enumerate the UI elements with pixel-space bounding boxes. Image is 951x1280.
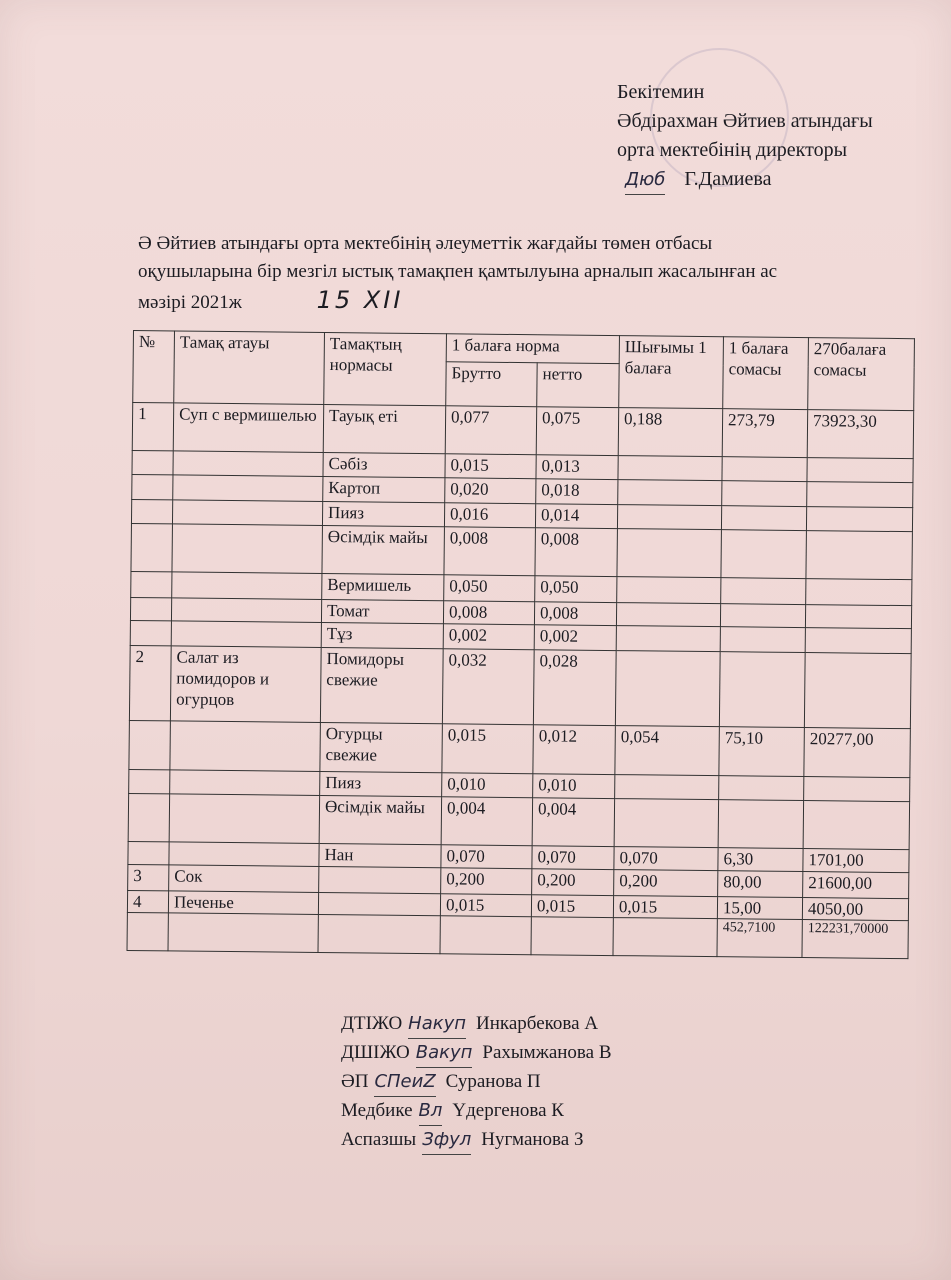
cell-dish: Печенье [168, 891, 318, 915]
cell-brutto: 0,015 [442, 724, 534, 774]
signature-name: Үдергенова К [452, 1100, 564, 1121]
cell-brutto: 0,010 [442, 773, 533, 798]
signature-name: Суранова П [445, 1071, 541, 1092]
cell-total: 4050,00 [802, 898, 908, 921]
header-output: Шығымы 1 балаға [619, 336, 724, 409]
cell-output [614, 799, 718, 848]
cell-brutto: 0,032 [442, 649, 534, 725]
approval-line-3: орта мектебінің директоры [617, 139, 848, 161]
cell-output [617, 529, 721, 578]
cell-output [618, 480, 722, 506]
cell-num [131, 523, 173, 571]
title-line-2: оқушыларына бір мезгіл ыстық тамақпен қамтылуына арналып жасалынған ас [138, 261, 778, 282]
cell-total: 20277,00 [804, 728, 911, 778]
cell-norm: Тұз [321, 622, 443, 648]
cell-price [719, 776, 804, 801]
table-row [127, 912, 908, 958]
cell-netto: 0,012 [533, 725, 616, 775]
cell-num [129, 720, 171, 769]
cell-num [127, 912, 168, 950]
cell-brutto: 0,002 [443, 624, 534, 650]
cell-dish [169, 842, 319, 867]
cell-norm: Сәбіз [323, 452, 445, 477]
cell-total: 1701,00 [803, 849, 909, 873]
cell-brutto: 0,004 [441, 797, 532, 846]
cell-price [721, 530, 806, 579]
cell-dish: Салат из помидоров и огурцов [170, 646, 321, 723]
cell-netto: 0,008 [534, 602, 616, 626]
table-row [128, 793, 909, 849]
cell-dish [169, 794, 319, 844]
cell-netto: 0,070 [532, 846, 614, 870]
cell-dish [172, 524, 322, 574]
director-name: Г.Дамиева [684, 168, 772, 190]
cell-brutto: 0,008 [444, 527, 535, 576]
cell-norm: Картоп [323, 476, 445, 502]
cell-output [616, 626, 720, 652]
cell-norm: Нан [319, 843, 441, 867]
cell-num [132, 450, 173, 474]
cell-total [807, 482, 913, 508]
cell-brutto: 0,016 [444, 503, 535, 528]
approval-block [617, 78, 937, 195]
cell-netto: 0,004 [532, 798, 614, 847]
header-total: 270балаға сомасы [808, 338, 915, 411]
handwritten-date: 15 XII [316, 286, 404, 314]
cell-norm: Өсімдік майы [322, 525, 444, 574]
handwritten-signature: Вл [419, 1097, 443, 1126]
cell-total [806, 579, 912, 606]
cell-output [615, 651, 720, 727]
cell-dish [171, 621, 321, 648]
cell-price [718, 800, 803, 849]
table-row [129, 645, 911, 728]
cell-num [129, 769, 170, 793]
cell-total [806, 531, 912, 580]
cell-num [130, 597, 171, 620]
cell-price [722, 481, 807, 507]
cell-norm: Огурцы свежие [320, 722, 443, 772]
cell-netto: 0,014 [535, 504, 617, 529]
cell-netto: 0,028 [533, 650, 616, 726]
signature-role: ДШІЖО [341, 1042, 410, 1063]
cell-brutto [440, 916, 531, 955]
handwritten-signature: СПеиZ [374, 1068, 435, 1097]
cell-price: 15,00 [717, 897, 802, 920]
cell-price [720, 604, 805, 628]
cell-netto: 0,008 [535, 528, 617, 577]
cell-total: 122231,70000 [802, 920, 908, 959]
title-line-3 [138, 286, 898, 317]
cell-dish [170, 770, 320, 796]
cell-output: 0,070 [614, 847, 718, 871]
title-line-1: Ә Әйтиев атындағы орта мектебінің әлеуметтік жағдайы төмен отбасы [138, 233, 713, 254]
header-per-child: 1 балаға норма [446, 334, 619, 364]
table-row [129, 720, 910, 777]
cell-netto: 0,200 [532, 869, 614, 896]
approval-line-2: Әбдірахман Әйтиев атындағы [617, 110, 873, 132]
cell-output [618, 456, 722, 481]
signature-name: Нугманова З [481, 1129, 584, 1150]
cell-price [719, 652, 805, 728]
cell-norm: Томат [321, 599, 443, 623]
cell-output [616, 603, 720, 627]
header-norm: Тамақтың нормасы [324, 333, 447, 406]
cell-output: 0,188 [618, 408, 722, 457]
cell-num [128, 793, 170, 841]
cell-num: 4 [127, 890, 168, 912]
cell-num [131, 571, 172, 597]
title-line-3-text: мәзірі 2021ж [138, 292, 242, 313]
cell-price: 452,7100 [717, 919, 802, 958]
cell-brutto: 0,050 [444, 575, 535, 602]
cell-brutto: 0,200 [441, 868, 532, 895]
cell-dish [173, 475, 323, 502]
cell-price: 80,00 [718, 871, 803, 898]
menu-table-body [127, 331, 914, 959]
cell-norm: Өсімдік майы [319, 795, 441, 844]
cell-total [807, 458, 913, 483]
table-row [132, 403, 913, 459]
cell-dish [171, 598, 321, 623]
cell-brutto: 0,008 [443, 601, 534, 625]
cell-price [721, 578, 806, 605]
cell-norm [318, 892, 440, 915]
cell-total: 73923,30 [807, 410, 913, 459]
header-price: 1 балаға сомасы [723, 337, 809, 410]
cell-total [805, 628, 911, 654]
approval-signature-row [617, 165, 937, 195]
cell-dish [172, 500, 322, 526]
approval-line-1: Бекітемин [617, 81, 705, 103]
cell-price: 6,30 [718, 848, 803, 872]
cell-price: 75,10 [719, 727, 805, 777]
signature-name: Инкарбекова А [476, 1013, 599, 1034]
cell-num [131, 499, 172, 523]
handwritten-signature: Накуп [408, 1010, 466, 1039]
cell-netto: 0,002 [534, 625, 616, 651]
header-row-1 [133, 331, 914, 367]
cell-price [721, 506, 806, 531]
cell-num [130, 620, 171, 645]
cell-num: 3 [128, 864, 169, 890]
cell-output [617, 505, 721, 530]
signature-row [341, 1039, 612, 1068]
cell-netto: 0,075 [536, 407, 618, 456]
cell-brutto: 0,015 [440, 894, 531, 917]
header-brutto: Брутто [446, 362, 537, 407]
cell-num: 1 [132, 403, 174, 451]
cell-netto: 0,015 [531, 895, 613, 918]
signature-row [341, 1126, 612, 1155]
cell-norm: Пияз [320, 771, 442, 796]
signature-role: Аспазшы [341, 1129, 417, 1150]
cell-dish [170, 721, 321, 772]
cell-brutto: 0,015 [445, 454, 536, 479]
table-row [131, 523, 912, 579]
cell-netto: 0,013 [536, 455, 618, 480]
cell-output [613, 918, 717, 957]
cell-price [722, 457, 807, 482]
signature-name: Рахымжанова В [482, 1042, 612, 1063]
cell-norm [319, 866, 441, 893]
cell-total [804, 777, 910, 802]
cell-netto: 0,010 [533, 774, 615, 799]
cell-norm: Тауық еті [323, 405, 445, 454]
cell-output: 0,054 [615, 726, 720, 776]
cell-total [805, 605, 911, 629]
document-title [138, 230, 898, 317]
cell-output: 0,015 [613, 896, 717, 919]
cell-brutto: 0,020 [445, 478, 536, 504]
cell-num: 2 [129, 645, 171, 720]
header-netto: нетто [537, 363, 619, 408]
cell-output [617, 577, 721, 604]
cell-dish [172, 572, 322, 600]
header-num: № [133, 331, 175, 403]
cell-price: 273,79 [722, 409, 807, 458]
cell-price [720, 627, 805, 653]
cell-dish [173, 451, 323, 477]
cell-num [132, 474, 173, 499]
cell-total: 21600,00 [803, 872, 909, 899]
cell-total [804, 653, 911, 729]
cell-norm [318, 914, 440, 953]
cell-total [803, 801, 909, 850]
cell-norm: Пияз [322, 501, 444, 526]
handwritten-signature: Зфул [422, 1126, 471, 1155]
cell-num [128, 841, 169, 864]
cell-output [615, 775, 719, 800]
cell-brutto: 0,070 [441, 845, 532, 869]
menu-table [126, 330, 914, 959]
cell-total [806, 507, 912, 532]
signature-row [341, 1068, 612, 1097]
cell-dish: Суп с вермишелью [173, 403, 323, 453]
cell-norm: Вермишель [322, 573, 444, 600]
cell-netto: 0,018 [536, 479, 618, 505]
cell-netto: 0,050 [535, 576, 617, 603]
signature-role: ӘП [341, 1071, 369, 1092]
header-dish: Тамақ атауы [174, 331, 325, 405]
director-signature: Дюб [625, 165, 665, 195]
cell-output: 0,200 [614, 870, 718, 897]
cell-dish: Сок [169, 865, 319, 893]
signature-role: Медбике [341, 1100, 413, 1121]
signature-row [341, 1010, 612, 1039]
cell-brutto: 0,077 [445, 406, 536, 455]
signatures-block [341, 1010, 612, 1155]
cell-dish [168, 913, 318, 953]
signature-role: ДТІЖО [341, 1013, 403, 1034]
handwritten-signature: Вакуп [416, 1039, 473, 1068]
signature-row [341, 1097, 612, 1126]
cell-norm: Помидоры свежие [320, 647, 443, 723]
cell-netto [531, 917, 613, 956]
